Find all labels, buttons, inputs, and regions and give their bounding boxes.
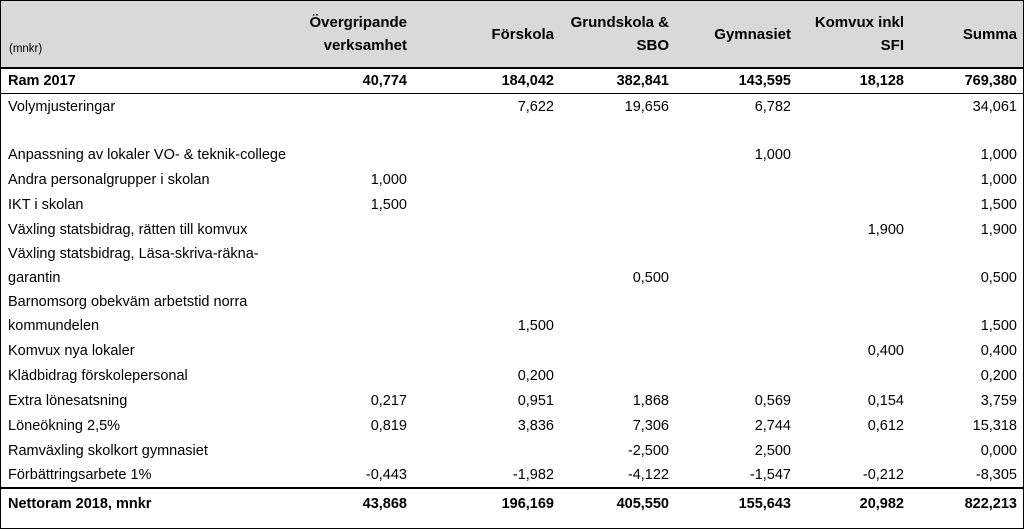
row-label: Andra personalgrupper i skolan (8, 171, 210, 188)
value-cell: 1,900 (867, 221, 904, 238)
unit-label: (mnkr) (1, 1, 306, 68)
value-cell: -0,443 (365, 466, 407, 483)
value-cell (560, 338, 675, 363)
value-cell: 0,200 (980, 367, 1017, 384)
value-cell (306, 242, 413, 290)
value-cell (675, 363, 797, 388)
value-cell: 143,595 (738, 73, 791, 89)
value-cell: -0,212 (862, 466, 904, 483)
row-label: Förbättringsarbete 1% (8, 466, 152, 483)
table-row (1, 388, 1023, 413)
value-cell (560, 119, 675, 167)
table-row (1, 290, 1023, 338)
value-cell (797, 438, 910, 463)
table-body (1, 68, 1023, 516)
value-cell (560, 192, 675, 217)
value-cell: 0,819 (370, 417, 407, 434)
value-cell: 1,000 (370, 171, 407, 188)
value-cell (413, 438, 560, 463)
value-cell: 0,400 (980, 342, 1017, 359)
value-cell: 382,841 (616, 73, 669, 89)
row-label: Extra lönesatsning (8, 392, 128, 409)
value-cell: 0,000 (980, 442, 1017, 459)
value-cell: 1,500 (980, 196, 1017, 213)
value-cell (306, 438, 413, 463)
row-label: Anpassning av lokaler VO- & teknik-college (8, 146, 287, 163)
value-cell: 15,318 (972, 417, 1017, 434)
value-cell: 0,500 (980, 269, 1017, 286)
value-cell (797, 119, 910, 167)
value-cell: 0,612 (867, 417, 904, 434)
value-cell (560, 167, 675, 192)
row-label: Växling statsbidrag, rätten till komvux (8, 221, 248, 238)
value-cell: 19,656 (624, 98, 669, 115)
value-cell: 1,000 (980, 146, 1017, 163)
column-header: Grundskola & SBO (560, 1, 675, 68)
value-cell: 0,217 (370, 392, 407, 409)
column-header: Summa (910, 1, 1023, 68)
value-cell (560, 217, 675, 242)
value-cell: 34,061 (972, 98, 1017, 115)
value-cell (675, 217, 797, 242)
value-cell: 769,380 (964, 73, 1017, 89)
table-row (1, 463, 1023, 488)
value-cell (675, 242, 797, 290)
value-cell: 184,042 (501, 73, 554, 89)
table-row (1, 363, 1023, 388)
table-row (1, 68, 1023, 94)
row-label: Volymjusteringar (8, 98, 116, 115)
value-cell: 1,000 (980, 171, 1017, 188)
value-cell (413, 167, 560, 192)
value-cell: -8,305 (975, 466, 1017, 483)
value-cell: -4,122 (627, 466, 669, 483)
value-cell: 0,500 (632, 269, 669, 286)
value-cell: 196,169 (501, 495, 554, 512)
value-cell (560, 290, 675, 338)
value-cell: 3,759 (980, 392, 1017, 409)
value-cell (306, 119, 413, 167)
row-label: IKT i skolan (8, 196, 84, 213)
value-cell: -2,500 (627, 442, 669, 459)
table-row (1, 94, 1023, 119)
column-header: Gymnasiet (675, 1, 797, 68)
budget-table (1, 1, 1023, 516)
column-header: Övergripande verksamhet (306, 1, 413, 68)
header-row (1, 1, 1023, 68)
value-cell (413, 338, 560, 363)
value-cell (797, 192, 910, 217)
value-cell (797, 363, 910, 388)
table-row (1, 217, 1023, 242)
value-cell: 20,982 (859, 495, 904, 512)
value-cell: 43,868 (362, 495, 407, 512)
value-cell (675, 167, 797, 192)
value-cell (413, 192, 560, 217)
row-label: Ram 2017 (8, 73, 76, 89)
value-cell: 0,400 (867, 342, 904, 359)
value-cell: 1,500 (370, 196, 407, 213)
column-header: Förskola (413, 1, 560, 68)
value-cell: 40,774 (362, 73, 407, 89)
value-cell: 0,951 (517, 392, 554, 409)
value-cell (306, 290, 413, 338)
row-label: Växling statsbidrag, Läsa-skriva-räkna-garantin (8, 245, 259, 286)
value-cell: 155,643 (738, 495, 791, 512)
value-cell (560, 363, 675, 388)
value-cell (675, 192, 797, 217)
value-cell: 0,200 (517, 367, 554, 384)
value-cell: 822,213 (964, 495, 1017, 512)
value-cell (675, 290, 797, 338)
value-cell: 7,622 (517, 98, 554, 115)
value-cell: 1,000 (754, 146, 791, 163)
table-row (1, 167, 1023, 192)
value-cell (797, 290, 910, 338)
value-cell (306, 338, 413, 363)
column-header: Komvux inkl SFI (797, 1, 910, 68)
value-cell (413, 217, 560, 242)
value-cell: 0,154 (867, 392, 904, 409)
table-row (1, 413, 1023, 438)
value-cell: 3,836 (517, 417, 554, 434)
value-cell: 2,500 (754, 442, 791, 459)
value-cell (413, 242, 560, 290)
table-row (1, 242, 1023, 290)
value-cell (306, 217, 413, 242)
value-cell: 1,500 (517, 317, 554, 334)
row-label: Komvux nya lokaler (8, 342, 135, 359)
table-row (1, 488, 1023, 516)
value-cell: 7,306 (632, 417, 669, 434)
value-cell: 2,744 (754, 417, 791, 434)
value-cell (413, 119, 560, 167)
row-label: Barnomsorg obekväm arbetstid norra kommundelen (8, 293, 248, 334)
value-cell: 1,868 (632, 392, 669, 409)
table-row (1, 192, 1023, 217)
value-cell (306, 94, 413, 119)
value-cell: 0,569 (754, 392, 791, 409)
value-cell: -1,982 (512, 466, 554, 483)
value-cell (797, 167, 910, 192)
value-cell: 18,128 (859, 73, 904, 89)
value-cell (797, 94, 910, 119)
row-label: Ramväxling skolkort gymnasiet (8, 442, 208, 459)
value-cell: 1,500 (980, 317, 1017, 334)
value-cell (797, 242, 910, 290)
table-row (1, 338, 1023, 363)
table-row (1, 119, 1023, 167)
value-cell (675, 338, 797, 363)
value-cell: 405,550 (616, 495, 669, 512)
row-label: Löneökning 2,5% (8, 417, 121, 434)
value-cell (306, 363, 413, 388)
value-cell: -1,547 (749, 466, 791, 483)
table-header (1, 1, 1023, 68)
row-label: Klädbidrag förskolepersonal (8, 367, 188, 384)
table-row (1, 438, 1023, 463)
row-label: Nettoram 2018, mnkr (8, 495, 152, 512)
value-cell: 1,900 (980, 221, 1017, 238)
value-cell: 6,782 (754, 98, 791, 115)
